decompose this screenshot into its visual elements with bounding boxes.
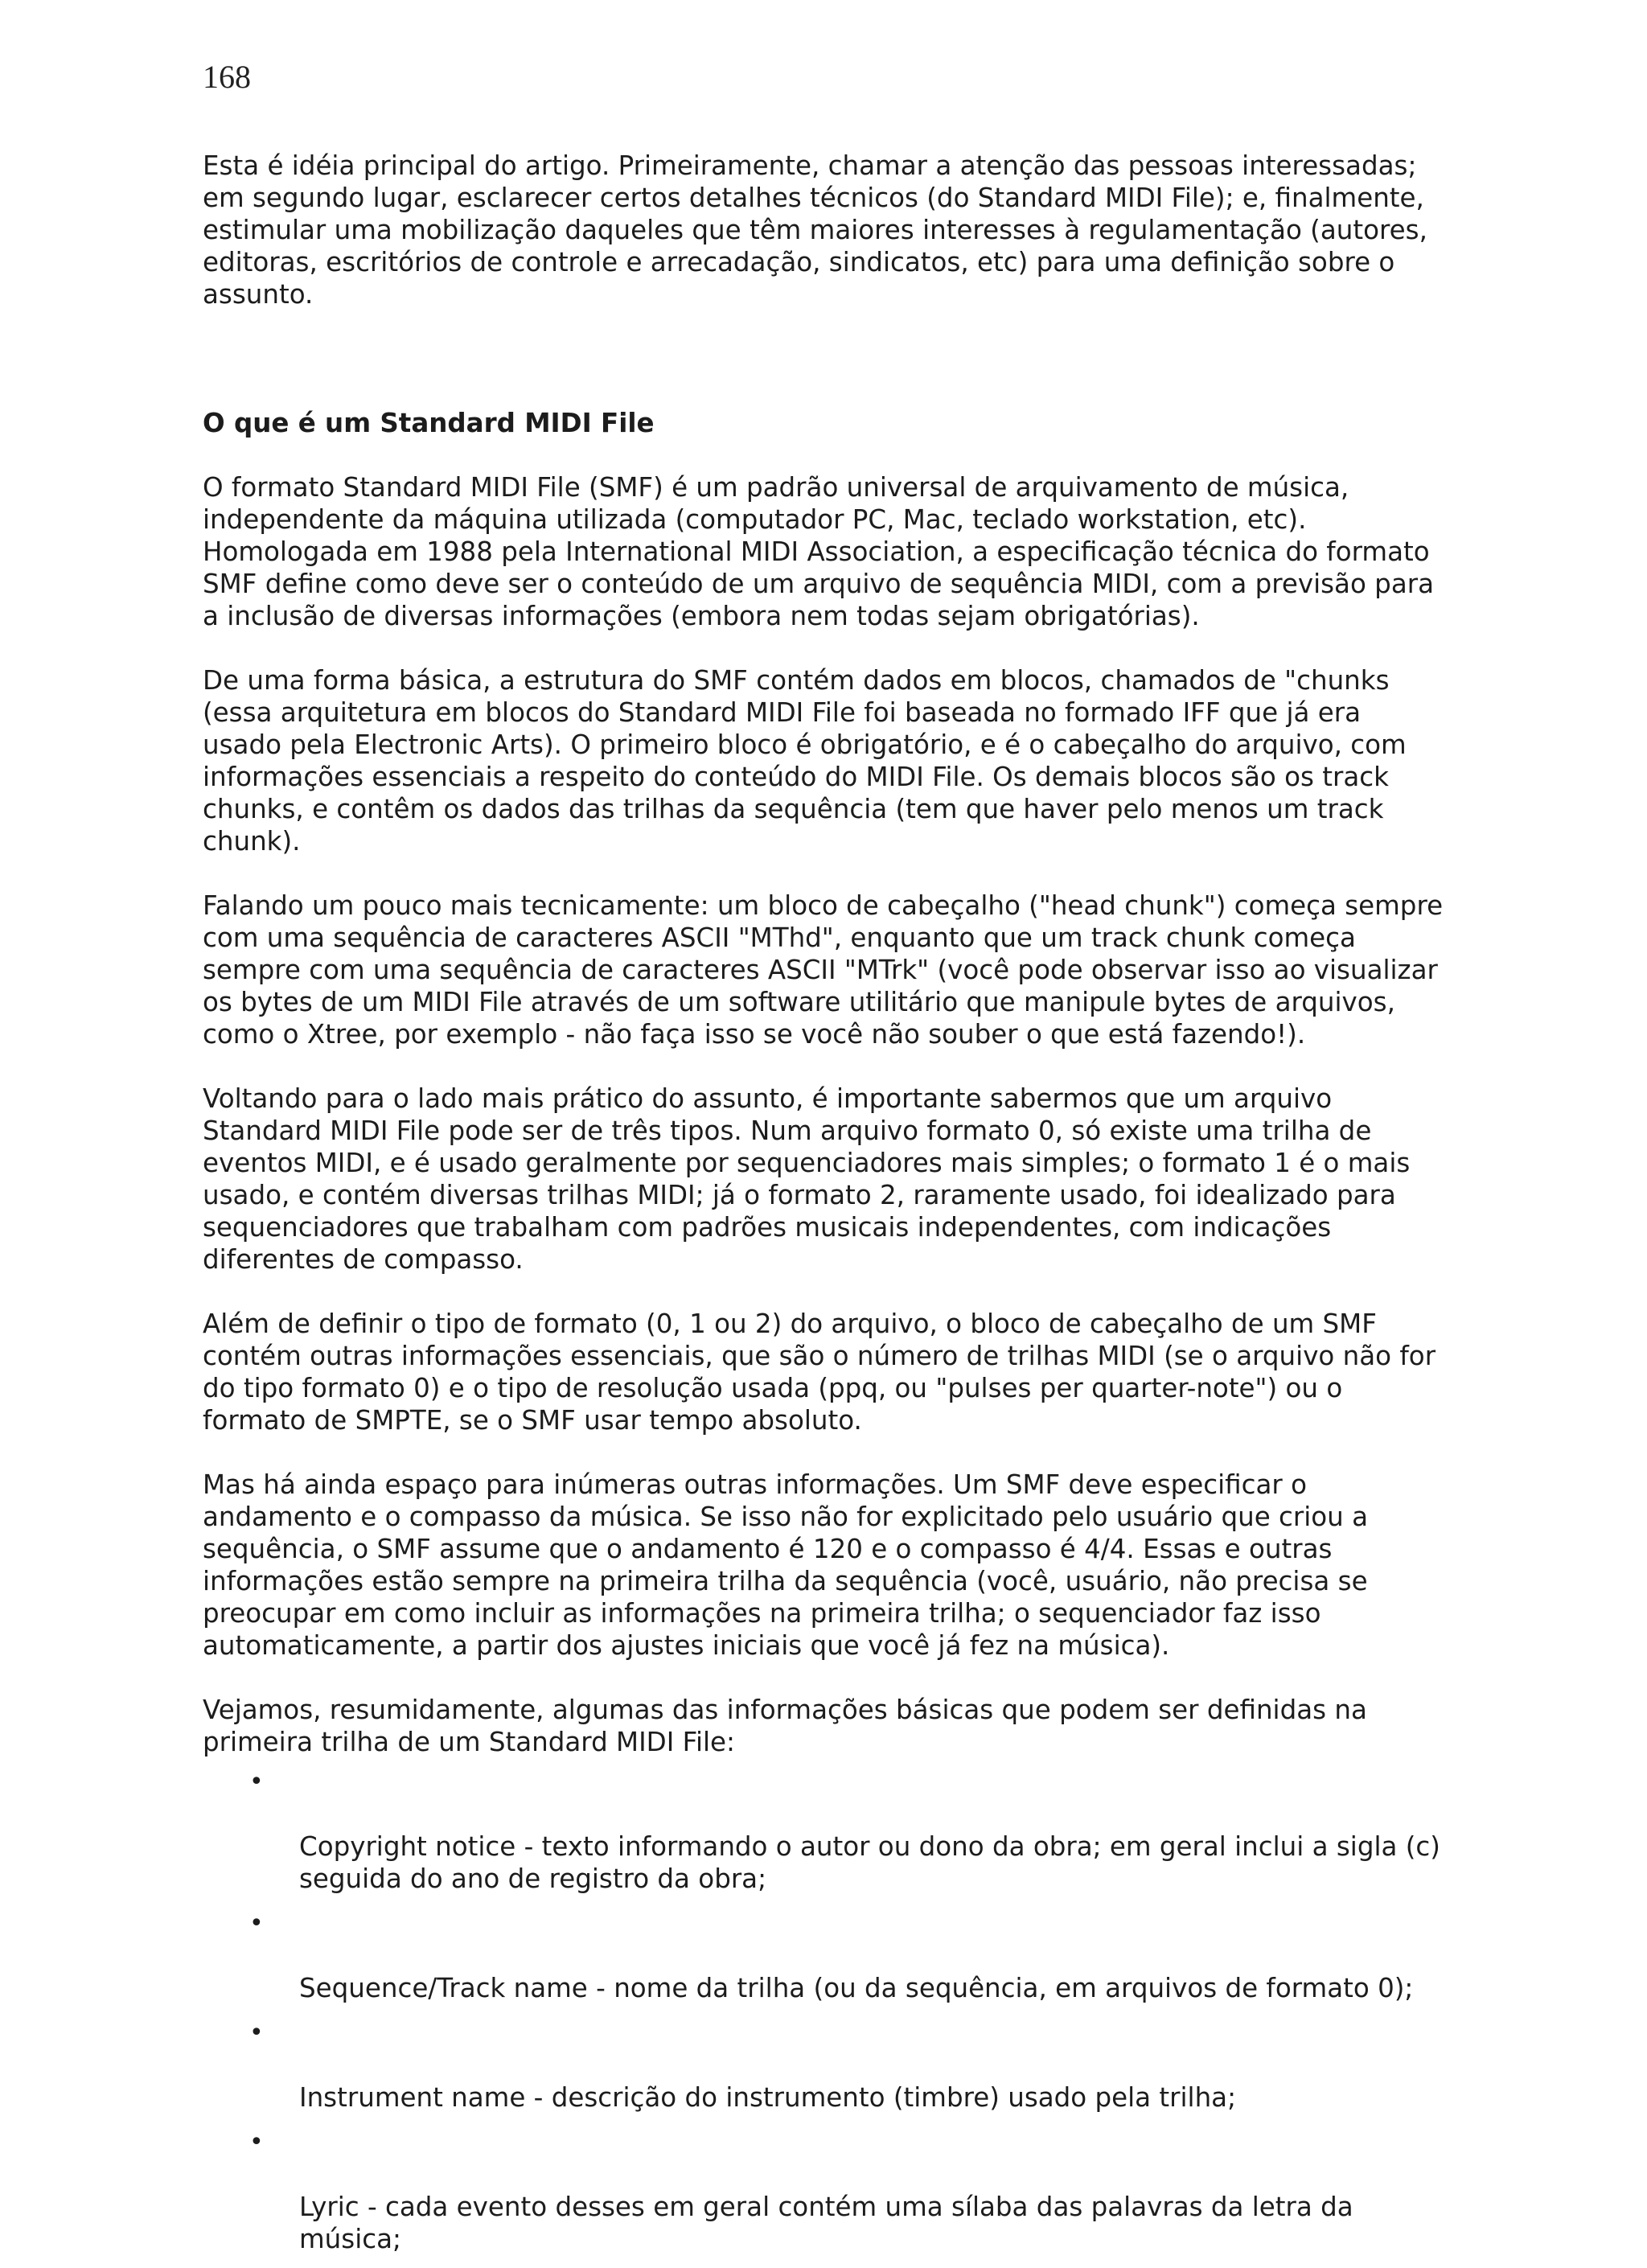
bullet-icon: •: [249, 2019, 264, 2047]
info-bullet-list: [203, 1766, 1497, 2255]
bullet-icon: •: [249, 1909, 264, 1937]
paragraph-smf-definition: O formato Standard MIDI File (SMF) é um padrão universal de arquivamento de música, independente da máquina utilizada (computador PC, Mac, teclado workstation, etc). Homologada em 1988 pela International MIDI Association, a especificação técnica do formato SMF define como deve ser o conteúdo de um arquivo de sequência MIDI, com a previsão para a inclusão de diversas informações (embora nem todas sejam obrigatórias).: [203, 472, 1435, 631]
list-item-text: Copyright notice - texto informando o autor ou dono da obra; em geral inclui a sigla (c) seguida do ano de registro da obra;: [299, 1831, 1440, 1894]
list-item-text: Sequence/Track name - nome da trilha (ou da sequência, em arquivos de formato 0);: [299, 1973, 1414, 2003]
intro-paragraph: Esta é idéia principal do artigo. Primeiramente, chamar a atenção das pessoas interessadas; em segundo lugar, esclarecer certos detalhes técnicos (do Standard MIDI File); e, finalmente, estimular uma mobilização daqueles que têm maiores interesses à regulamentação (autores, editoras, escritórios de controle e arrecadação, sindicatos, etc) para uma definição sobre o assunto.: [203, 150, 1427, 310]
list-item-text: Instrument name - descrição do instrumento (timbre) usado pela trilha;: [299, 2082, 1237, 2113]
page-number: 168: [203, 59, 251, 95]
list-item: [203, 1908, 1497, 2004]
paragraph-list-intro: Vejamos, resumidamente, algumas das informações básicas que podem ser definidas na primeira trilha de um Standard MIDI File:: [203, 1695, 1367, 1757]
document-body: [203, 150, 1497, 2268]
section-heading: O que é um Standard MIDI File: [203, 408, 655, 438]
paragraph-formats: Voltando para o lado mais prático do assunto, é importante sabermos que um arquivo Standard MIDI File pode ser de três tipos. Num arquivo formato 0, só existe uma trilha de eventos MIDI, e é usado geralmente por sequenciadores mais simples; o formato 1 é o mais usado, e contém diversas trilhas MIDI; já o formato 2, raramente usado, foi idealizado para sequenciadores que trabalham com padrões musicais independentes, com indicações diferentes de compasso.: [203, 1083, 1411, 1275]
paragraph-tempo: Mas há ainda espaço para inúmeras outras informações. Um SMF deve especificar o andamento e o compasso da música. Se isso não for explicitado pelo usuário que criou a sequência, o SMF assume que o andamento é 120 e o compasso é 4/4. Essas e outras informações estão sempre na primeira trilha da sequência (você, usuário, não precisa se preocupar em como incluir as informações na primeira trilha; o sequenciador faz isso automaticamente, a partir dos ajustes iniciais que você já fez na música).: [203, 1469, 1369, 1661]
bullet-icon: •: [249, 1768, 264, 1796]
paragraph-header-info: Além de definir o tipo de formato (0, 1 ou 2) do arquivo, o bloco de cabeçalho de um SMF contém outras informações essenciais, que são o número de trilhas MIDI (se o arquivo não for do tipo formato 0) e o tipo de resolução usada (ppq, ou "pulses per quarter-note") ou o formato de SMPTE, se o SMF usar tempo absoluto.: [203, 1309, 1436, 1436]
bullet-icon: •: [249, 2128, 264, 2156]
list-item: [203, 2017, 1497, 2114]
list-item: [203, 1766, 1497, 1895]
paragraph-chunks: De uma forma básica, a estrutura do SMF contém dados em blocos, chamados de "chunks (essa arquitetura em blocos do Standard MIDI File foi baseada no formado IFF que já era usado pela Electronic Arts). O primeiro bloco é obrigatório, e é o cabeçalho do arquivo, com informações essenciais a respeito do conteúdo do MIDI File. Os demais blocos são os track chunks, e contêm os dados das trilhas da sequência (tem que haver pelo menos um track chunk).: [203, 665, 1407, 857]
paragraph-technical: Falando um pouco mais tecnicamente: um bloco de cabeçalho ("head chunk") começa sempre com uma sequência de caracteres ASCII "MThd", enquanto que um track chunk começa sempre com uma sequência de caracteres ASCII "MTrk" (você pode observar isso ao visualizar os bytes de um MIDI File através de um software utilitário que manipule bytes de arquivos, como o Xtree, por exemplo - não faça isso se você não souber o que está fazendo!).: [203, 890, 1444, 1050]
list-item-text: Lyric - cada evento desses em geral contém uma sílaba das palavras da letra da música;: [299, 2192, 1353, 2254]
list-item: [203, 2126, 1497, 2255]
